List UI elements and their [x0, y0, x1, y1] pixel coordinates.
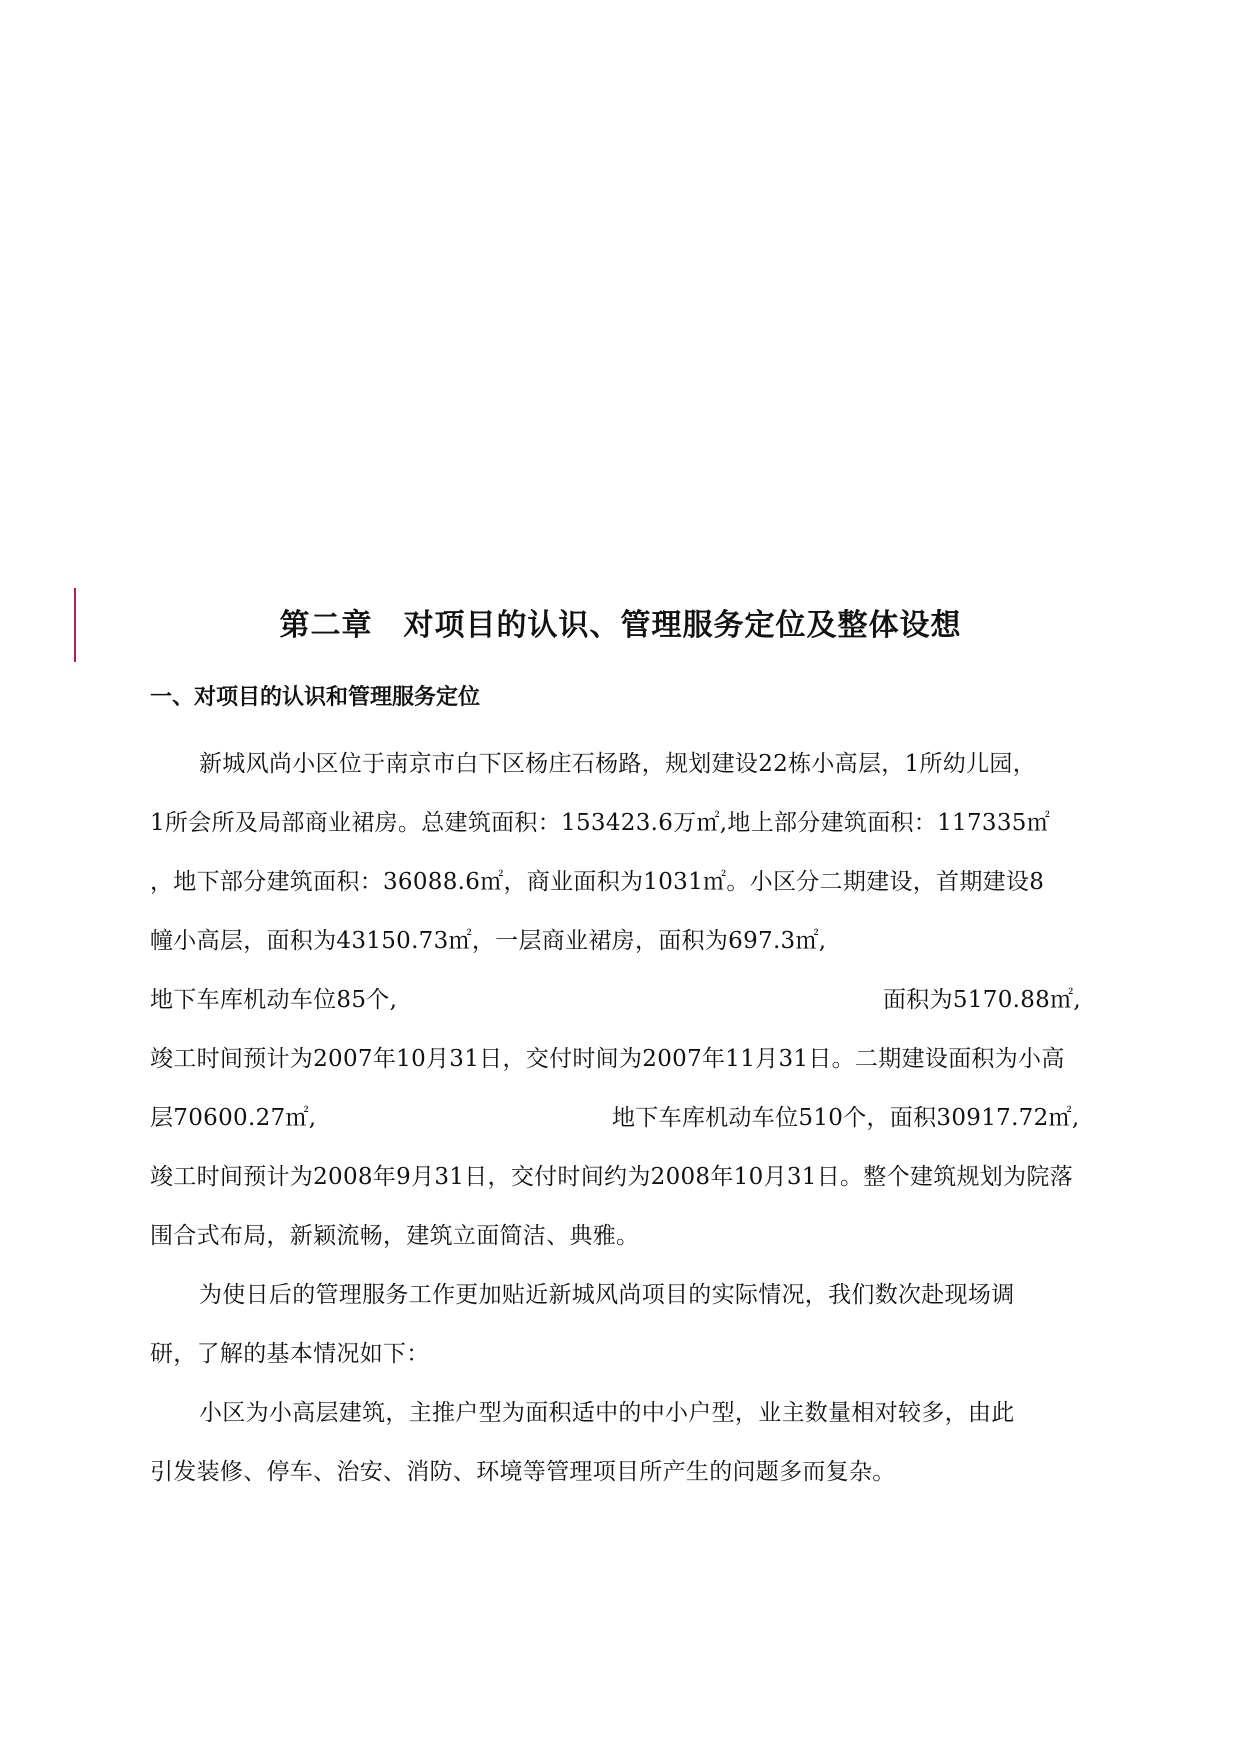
paragraph-2-line-2: 研，了解的基本情况如下：: [150, 1341, 430, 1367]
paragraph-1-line-6: 竣工时间预计为2007年10月31日，交付时间为2007年11月31日。二期建设面积为小高: [150, 1046, 1065, 1072]
paragraph-1-line-2: 1所会所及局部商业裙房。总建筑面积：153423.6万㎡,地上部分建筑面积：117335㎡: [150, 810, 1050, 836]
paragraph-1-line-7-right: 地下车库机动车位510个，面积30917.72㎡,: [612, 1105, 1080, 1131]
paragraph-1-line-1: 新城风尚小区位于南京市白下区杨庄石杨路，规划建设22栋小高层，1所幼儿园，: [199, 751, 1036, 777]
paragraph-3-line-1: 小区为小高层建筑，主推户型为面积适中的中小户型，业主数量相对较多，由此: [199, 1400, 1015, 1426]
paragraph-1-line-8: 竣工时间预计为2008年9月31日，交付时间约为2008年10月31日。整个建筑规划为院落: [150, 1164, 1073, 1190]
paragraph-1-line-5-left: 地下车库机动车位85个,: [150, 987, 398, 1013]
section-heading: 一、对项目的认识和管理服务定位: [150, 684, 481, 710]
paragraph-2-line-1: 为使日后的管理服务工作更加贴近新城风尚项目的实际情况，我们数次赴现场调: [199, 1282, 1015, 1308]
paragraph-1-line-4: 幢小高层，面积为43150.73㎡，一层商业裙房，面积为697.3㎡,: [150, 928, 827, 954]
paragraph-1-line-3: ，地下部分建筑面积：36088.6㎡，商业面积为1031㎡。小区分二期建设，首期建设8: [150, 869, 1045, 895]
paragraph-1-line-5-right: 面积为5170.88㎡,: [883, 987, 1082, 1013]
paragraph-1-line-9: 围合式布局，新颖流畅，建筑立面简洁、典雅。: [150, 1223, 640, 1249]
paragraph-1-line-7-left: 层70600.27㎡,: [150, 1105, 317, 1131]
paragraph-3-line-2: 引发装修、停车、治安、消防、环境等管理项目所产生的问题多而复杂。: [150, 1459, 896, 1485]
chapter-title: 第二章 对项目的认识、管理服务定位及整体设想: [279, 608, 962, 643]
